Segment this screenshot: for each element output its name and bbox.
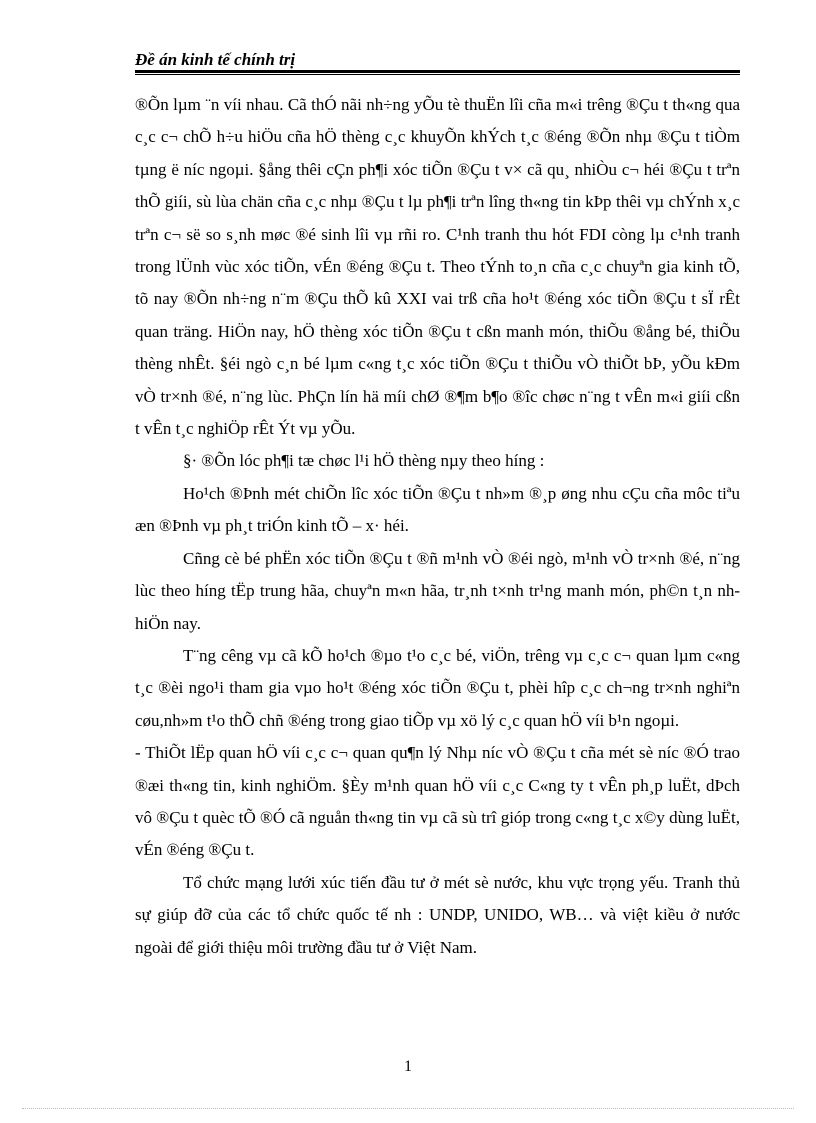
page-header bbox=[135, 46, 740, 76]
header-rule-thick bbox=[135, 70, 740, 73]
document-body bbox=[135, 89, 740, 964]
page-bottom-divider bbox=[22, 1108, 794, 1109]
paragraph-6: - ThiÕt lËp quan hÖ víi c¸c c¬ quan qu¶n lý Nhµ níc vÒ ®Çu t cña mét sè níc ®Ó trao ®æi th«ng tin, kinh nghiÖm. §Èy m¹nh quan hÖ víi c¸c C«ng ty t vÊn ph¸p luËt, dÞch vô ®Çu t quèc tÕ ®Ó cã nguån th«ng tin vµ cã sù trî gióp trong c«ng t¸c x©y dùng luËt, vÉn ®éng ®Çu t. bbox=[135, 743, 740, 860]
paragraph-4: Cñng cè bé phËn xóc tiÕn ®Çu t ®ñ m¹nh vÒ ®éi ngò, m¹nh vÒ tr×nh ®é, n¨ng lùc theo híng tËp trung hãa, chuyªn m«n hãa, tr¸nh t×nh tr¹ng manh món, ph©n t¸n nh hiÖn nay. bbox=[135, 548, 740, 633]
paragraph-2: §· ®Õn lóc ph¶i tæ chøc l¹i hÖ thèng nµy theo híng : bbox=[183, 451, 545, 471]
paragraph-5: T¨ng cêng vµ cã kÕ ho¹ch ®µo t¹o c¸c bé, viÖn, trêng vµ c¸c c¬ quan lµm c«ng t¸c ®èi ngo¹i tham gia vµo ho¹t ®éng xóc tiÕn ®Çu t, phèi hîp c¸c ch¬ng tr×nh nghiªn cøu,nh»m t¹o thÕ chñ ®éng trong giao tiÕp vµ xö lý c¸c quan hÖ víi b¹n ngoµi. bbox=[135, 645, 740, 730]
paragraph-3: Ho¹ch ®Þnh mét chiÕn lîc xóc tiÕn ®Çu t nh»m ®¸p øng nhu cÇu cña môc tiªu æn ®Þnh vµ ph¸t triÓn kinh tÕ – x· héi. bbox=[135, 483, 740, 536]
paragraph-7: Tổ chức mạng lưới xúc tiến đầu tư ở mét sè nước, khu vực trọng yếu. Tranh thủ sự giúp đỡ của các tổ chức quốc tế nh : UNDP, UNIDO, WB… và việt kiều ở nước ngoài để giới thiệu môi trường đầu tư ở Việt Nam. bbox=[135, 872, 740, 957]
header-title: Đề án kinh tế chính trị bbox=[135, 50, 296, 69]
paragraph-1: ®Õn lµm ¨n víi nhau. Cã thÓ nãi nh÷ng yÕu tè thuËn lîi cña m«i trêng ®Çu t th«ng qua c¸c c¬ chÕ h÷u hiÖu cña hÖ thèng c¸c khuyÕn khÝch t¸c ®éng ®Õn nhµ ®Çu t tiÒm tµng ë níc ngoµi. §ång thêi cÇn ph¶i xóc tiÕn ®Çu t v× cã qu¸ nhiÒu c¬ héi ®Çu t trªn thÕ giíi, sù lùa chän cña c¸c nhµ ®Çu t lµ ph¶i trªn lîng th«ng tin kÞp thêi vµ chÝnh x¸c trªn c¬ së so s¸nh møc ®é sinh lîi vµ rñi ro. C¹nh tranh thu hót FDI còng lµ c¹nh tranh trong lÜnh vùc xóc tiÕn, vÉn ®éng ®Çu t. Theo tÝnh to¸n cña c¸c chuyªn gia kinh tÕ, tõ nay ®Õn nh÷ng n¨m ®Çu thÕ kû XXI vai trß cña ho¹t ®éng xóc tiÕn ®Çu t sÏ rÊt quan träng. HiÖn nay, hÖ thèng xóc tiÕn ®Çu t cßn manh món, thiÕu ®ång bé, thiÕu thèng nhÊt. §éi ngò c¸n bé lµm c«ng t¸c xóc tiÕn ®Çu t thiÕu vÒ thiÕt bÞ, yÕu kÐm vÒ tr×nh ®é, n¨ng lùc. PhÇn lín hä míi chØ ®¶m b¶o ®îc chøc n¨ng t vÊn m«i giíi cßn t vÊn t¸c nghiÖp rÊt Ýt vµ yÕu. bbox=[135, 95, 740, 439]
page-number: 1 bbox=[404, 1058, 412, 1075]
header-rule-thin bbox=[135, 74, 740, 75]
